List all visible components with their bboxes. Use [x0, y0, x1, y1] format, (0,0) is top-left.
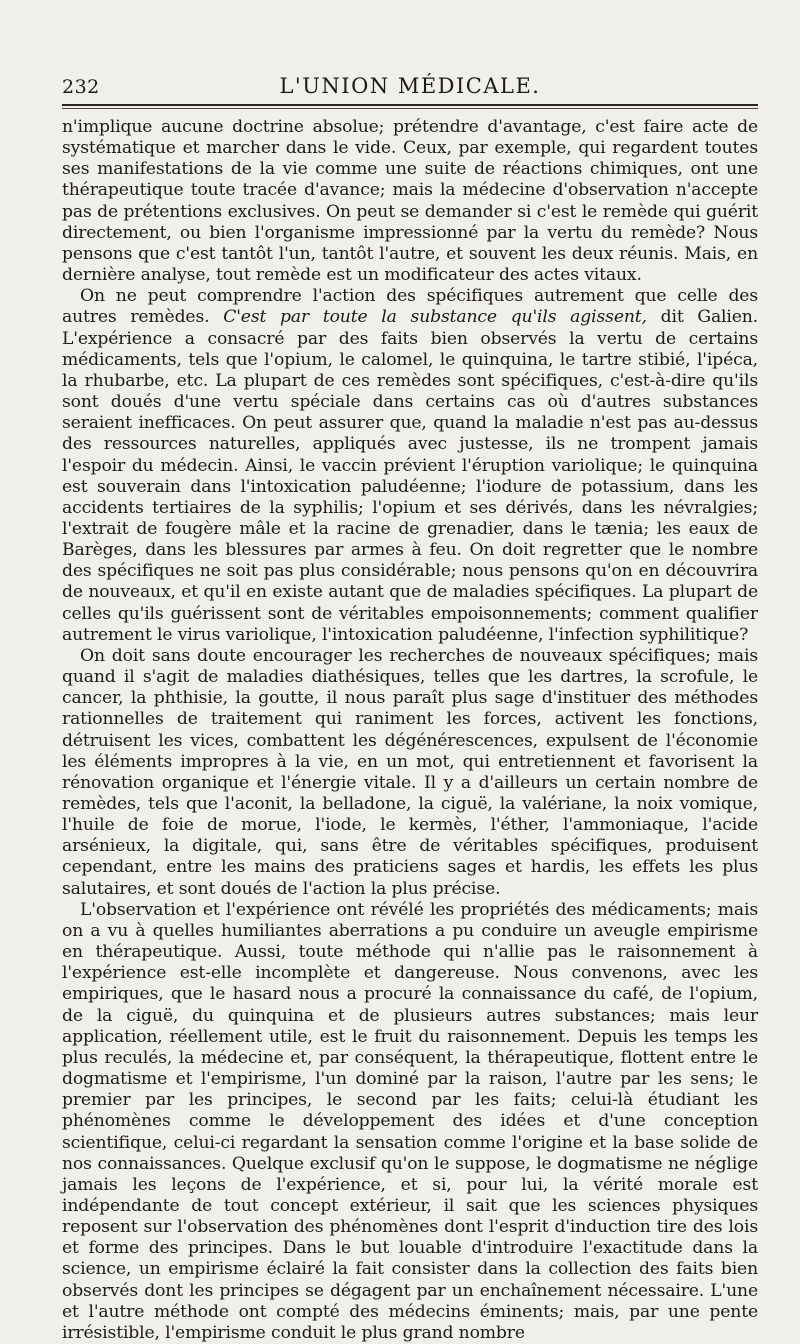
paragraph — [62, 646, 758, 900]
page-number: 232 — [62, 76, 100, 98]
italic-quote: C'est par toute la substance qu'ils agissent, — [223, 307, 647, 328]
header-rule — [62, 104, 758, 106]
paragraph-text: n'implique aucune doctrine absolue; prétendre d'avantage, c'est faire acte de systématique et marcher dans le vide. Ceux, par exemple, qui regardent toutes ses manifestations de la vie comme une suite de réactions chimiques, ont une thérapeutique toute tracée d'avance; mais la médecine d'observation n'accepte pas de prétentions exclusives. On peut se demander si c'est le remède qui guérit directement, ou bien l'organisme impressionné par la vertu du remède? Nous pensons que c'est tantôt l'un, tantôt l'autre, et souvent les deux réunis. Mais, en dernière analyse, tout remède est un modificateur des actes vitaux. — [62, 117, 758, 286]
paragraph — [62, 286, 758, 646]
page-header — [62, 70, 758, 100]
paragraph-text: On doit sans doute encourager les recherches de nouveaux spécifiques; mais quand il s'agit de maladies diathésiques, telles que les dartres, la scrofule, le cancer, la phthisie, la goutte, il nous paraît plus sage d'instituer des méthodes rationnelles de traitement qui raniment les forces, activent les fonctions, détruisent les vices, combattent les dégénérescences, expulsent de l'économie les éléments impropres à la vie, en un mot, qui entretiennent et favorisent la rénovation organique et l'énergie vitale. Il y a d'ailleurs un certain nombre de remèdes, tels que l'aconit, la belladone, la ciguë, la valériane, la noix vomique, l'huile de foie de morue, l'iode, le kermès, l'éther, l'ammoniaque, l'acide arsénieux, la digitale, qui, sans être de véritables spécifiques, produisent cependant, entre les mains des praticiens sages et hardis, les effets les plus salutaires, et sont doués de l'action la plus précise. — [62, 645, 758, 899]
paragraph-text: On ne peut comprendre l'action des spécifiques autrement que celle des autres remèdes. — [62, 286, 758, 328]
body-text — [62, 117, 758, 1344]
paragraph — [62, 117, 758, 286]
paragraph — [62, 900, 758, 1344]
paragraph-text: dit Galien. L'expérience a consacré par des faits bien observés la vertu de certains médicaments, tels que l'opium, le calomel, le quinquina, le tartre stibié, l'ipéca, la rhubarbe, etc. La plupart de ces remèdes sont spécifiques, c'est-à-dire qu'ils sont doués d'une vertu spéciale dans certains cas où d'autres substances seraient inefficaces. On peut assurer que, quand la maladie n'est pas au-dessus des ressources naturelles, appliqués avec justesse, ils ne trompent jamais l'espoir du médecin. Ainsi, le vaccin prévient l'éruption variolique; le quinquina est souverain dans l'intoxication paludéenne; l'iodure de potassium, dans les accidents tertiaires de la syphilis; l'opium et ses dérivés, dans les névralgies; l'extrait de fougère mâle et la racine de grenadier, dans le tænia; les eaux de Barèges, dans les blessures par armes à feu. On doit regretter que le nombre des spécifiques ne soit pas plus considérable; nous pensons qu'on en découvrira de nouveaux, et qu'il en existe autant que de maladies spécifiques. La plupart de celles qu'ils guérissent sont de véritables empoisonnements; comment qualifier autrement le virus variolique, l'intoxication paludéenne, l'infection syphilitique? — [62, 307, 758, 645]
paragraph-text: L'observation et l'expérience ont révélé les propriétés des médicaments; mais on a vu à quelles humiliantes aberrations a pu conduire un aveugle empirisme en thérapeutique. Aussi, toute méthode qui n'allie pas le raisonnement à l'expérience est-elle incomplète et dangereuse. Nous convenons, avec les empiriques, que le hasard nous a procuré la connaissance du café, de l'opium, de la ciguë, du quinquina et de plusieurs autres substances; mais leur application, réellement utile, est le fruit du raisonnement. Depuis les temps les plus reculés, la médecine et, par conséquent, la thérapeutique, flottent entre le dogmatisme et l'empirisme, l'un dominé par la raison, l'autre par les sens; le premier par les principes, le second par les faits; celui-là étudiant les phénomènes comme le développement des idées et d'une conception scientifique, celui-ci regardant la sensation comme l'origine et la base solide de nos connaissances. Quelque exclusif qu'on le suppose, le dogmatisme ne néglige jamais les leçons de l'expérience, et si, pour lui, la vérité morale est indépendante de tout concept extérieur, il sait que les sciences physiques reposent sur l'observation des phénomènes dont l'esprit d'induction tire des lois et forme des principes. Dans le but louable d'introduire l'exactitude dans la science, un empirisme éclairé la fait consister dans la collection des faits bien observés dont les principes se dégagent par un enchaînement nécessaire. L'une et l'autre méthode ont compté des médecins éminents; mais, par une pente irrésistible, l'empirisme conduit le plus grand nombre — [62, 899, 758, 1343]
running-title: L'UNION MÉDICALE. — [279, 74, 541, 98]
header-rule-thin — [62, 108, 758, 109]
